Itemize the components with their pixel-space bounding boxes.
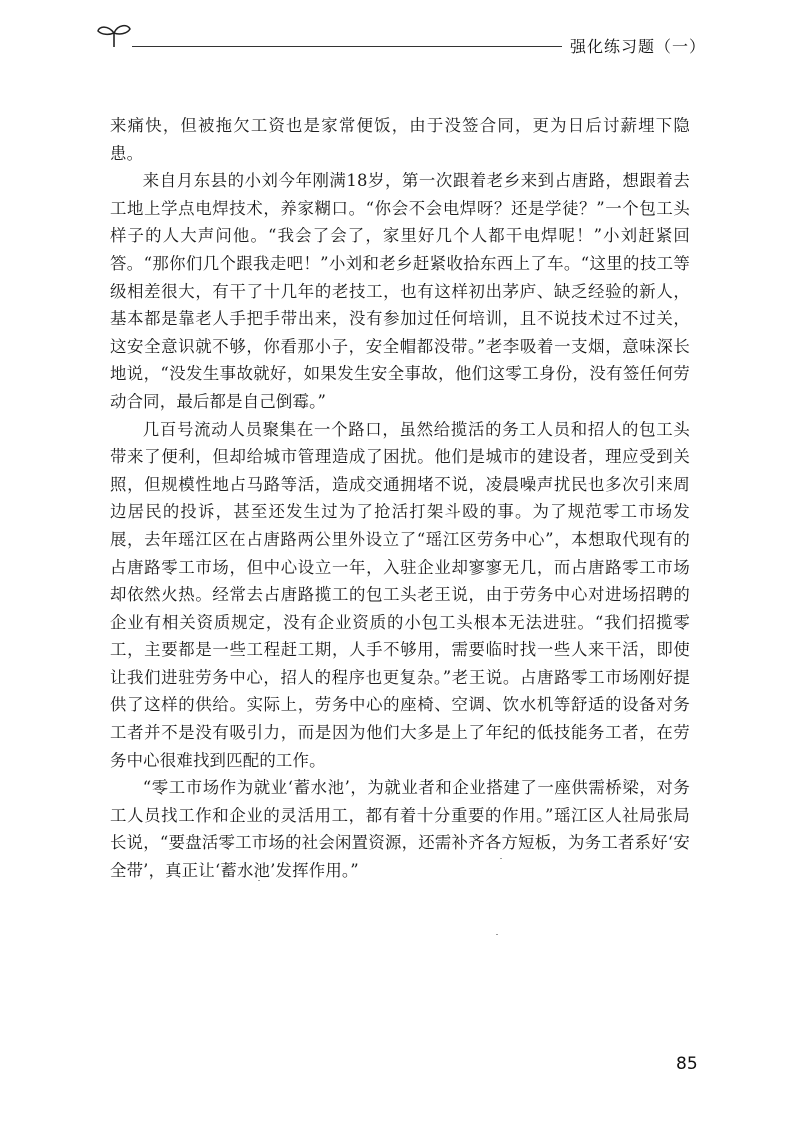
- article-body: [110, 112, 690, 885]
- paragraph-labor-center: 几百号流动人员聚集在一个路口，虽然给揽活的务工人员和招人的包工头带来了便利，但却给城市管理造成了困扰。他们是城市的建设者，理应受到关照，但规模性地占马路等活，造成交通拥堵不说，凌晨噪声扰民也多次引来周边居民的投诉，甚至还发生过为了抢活打架斗殴的事。为了规范零工市场发展，去年瑶江区在占唐路两公里外设立了“瑶江区劳务中心”，本想取代现有的占唐路零工市场，但中心设立一年，入驻企业却寥寥无几，而占唐路零工市场却依然火热。经常去占唐路揽工的包工头老王说，由于劳务中心对进场招聘的企业有相关资质规定，没有企业资质的小包工头根本无法进驻。“我们招揽零工，主要都是一些工程赶工期，人手不够用，需要临时找一些人来干活，即使让我们进驻劳务中心，招人的程序也更复杂。”老王说。占唐路零工市场刚好提供了这样的供给。实际上，劳务中心的座椅、空调、饮水机等舒适的设备对务工者并不是没有吸引力，而是因为他们大多是上了年纪的低技能务工者，在劳务中心很难找到匹配的工作。: [110, 419, 690, 770]
- scan-speck: [496, 934, 498, 935]
- paragraph-xiaoliu: 来自月东县的小刘今年刚满18岁，第一次跟着老乡来到占唐路，想跟着去工地上学点电焊技术，养家糊口。“你会不会电焊呀？还是学徒？”一个包工头样子的人大声问他。“我会了会了，家里好几个人都干电焊呢！”小刘赶紧回答。“那你们几个跟我走吧！”小刘和老乡赶紧收拾东西上了车。“这里的技工等级相差很大，有干了十几年的老技工，也有这样初出茅庐、缺乏经验的新人，基本都是靠老人手把手带出来，没有参加过任何培训，且不说技术过不过关，这安全意识就不够，你看那小子，安全帽都没带。”老李吸着一支烟，意味深长地说，“没发生事故就好，如果发生安全事故，他们这零工身份，没有签任何劳动合同，最后都是自己倒霉。”: [110, 171, 690, 411]
- page-header: [0, 0, 800, 90]
- page-number: 85: [676, 1054, 698, 1074]
- sprout-icon: [94, 22, 134, 48]
- paragraph-continuation: 来痛快，但被拖欠工资也是家常便饭，由于没签合同，更为日后讨薪埋下隐患。: [110, 116, 690, 163]
- header-rule: [132, 46, 562, 47]
- section-title: 强化练习题（一）: [570, 37, 707, 56]
- scan-speck: [500, 858, 502, 859]
- paragraph-reservoir-quote: “零工市场作为就业‘蓄水池’，为就业者和企业搭建了一座供需桥梁，对务工人员找工作和企业的灵活用工，都有着十分重要的作用。”瑶江区人社局张局长说，“要盘活零工市场的社会闲置资源，还需补齐各方短板，为务工者系好‘安全带’，真正让‘蓄水池’发挥作用。”: [110, 778, 690, 881]
- scan-speck: [258, 880, 260, 881]
